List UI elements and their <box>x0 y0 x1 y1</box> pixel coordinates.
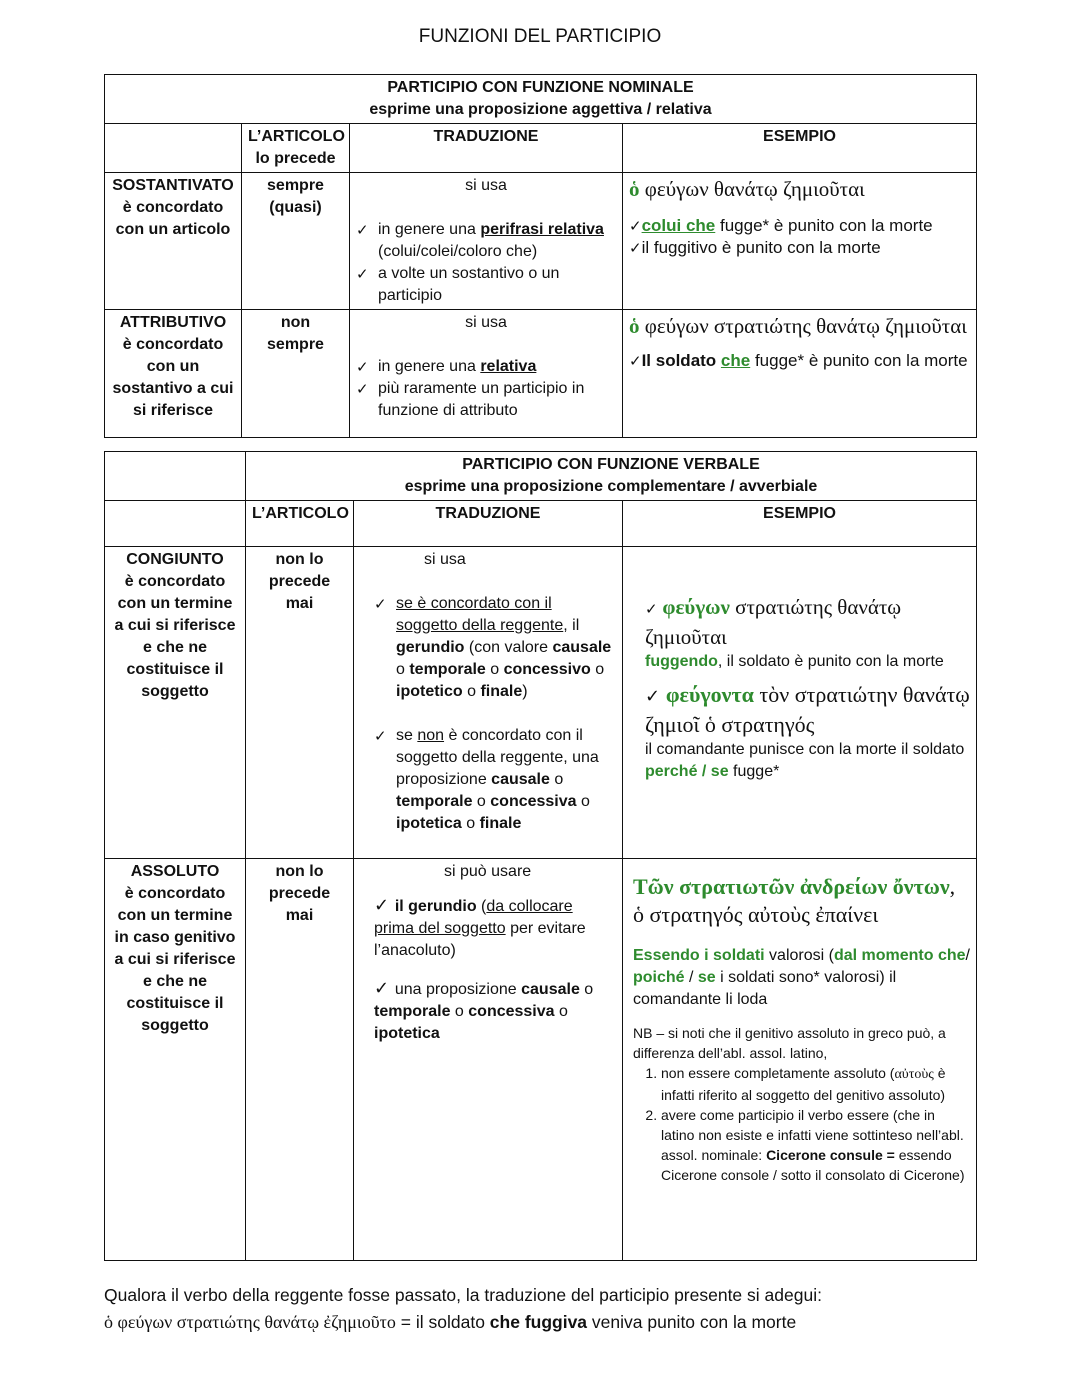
text: / <box>965 947 970 964</box>
greek-participle: φεύγων <box>662 595 730 619</box>
text: in genere una <box>378 221 481 238</box>
label-line: con un articolo <box>115 221 231 238</box>
col-esempio: ESEMPIO <box>623 124 977 173</box>
table-row <box>105 547 977 859</box>
greek-text: φεύγων θανάτῳ ζημιοῦται <box>639 177 865 201</box>
check-icon: ✓ <box>374 727 387 745</box>
subheading-text: esprime una proposizione complementare / avverbiale <box>404 478 818 495</box>
label-line: in caso genitivo <box>114 929 236 946</box>
text: o <box>472 793 491 810</box>
row-label-congiunto <box>105 547 246 859</box>
articolo-value: non lo <box>275 551 324 568</box>
label-line: è concordato <box>122 336 224 353</box>
text-emphasis: concessiva <box>468 1003 555 1020</box>
text-emphasis: che fuggiva <box>489 1312 588 1332</box>
label-line: è concordato <box>124 573 226 590</box>
esempio-cell <box>623 859 977 1261</box>
label-line: ASSOLUTO <box>130 863 220 880</box>
text: da collocare prima del soggetto <box>374 898 573 937</box>
text: o <box>554 1003 568 1020</box>
text-emphasis: temporale <box>409 661 486 678</box>
text-emphasis: temporale <box>396 793 473 810</box>
greek-text: τὸν στρατιώτην θανάτῳ ζημιοῖ ὁ στρατηγός <box>645 682 970 737</box>
table-row <box>105 173 977 310</box>
articolo-value: sempre <box>267 336 324 353</box>
text: (con valore <box>464 639 553 656</box>
text: essendo Cicerone console / sotto il consolato di Cicerone) <box>661 1147 965 1183</box>
text: ) <box>522 683 528 700</box>
articolo-cell <box>246 547 354 859</box>
check-icon: ✓ <box>645 600 663 618</box>
table-row <box>105 310 977 438</box>
example-line <box>629 215 970 237</box>
text-emphasis: colui che <box>641 216 716 235</box>
check-icon: ✓ <box>629 239 642 257</box>
label-line: soggetto <box>141 683 209 700</box>
text: , il soldato è punito con la morte <box>717 653 944 670</box>
label-line: con un <box>146 358 200 375</box>
check-icon: ✓ <box>374 895 395 916</box>
heading-text: PARTICIPIO CON FUNZIONE NOMINALE <box>387 79 694 96</box>
esempio-cell <box>623 173 977 310</box>
text: in genere una <box>378 358 481 375</box>
subheading-text: esprime una proposizione aggettiva / relativa <box>369 101 712 118</box>
text: o <box>450 1003 469 1020</box>
text: se è concordato con il soggetto della reggente <box>396 595 564 634</box>
uso-label: si usa <box>465 177 507 194</box>
label-line: costituisce il <box>126 995 224 1012</box>
traduzione-cell <box>350 173 623 310</box>
articolo-value: (quasi) <box>269 199 322 216</box>
uso-label: si usa <box>465 314 507 331</box>
uso-label: si può usare <box>444 863 532 880</box>
text-emphasis: gerundio <box>396 639 465 656</box>
list-item <box>356 219 616 263</box>
check-icon: ✓ <box>356 221 369 239</box>
text: o <box>576 793 590 810</box>
text: i soldati sono* valorosi) il comandante li loda <box>633 969 897 1008</box>
text: o <box>590 661 605 678</box>
label-line: CONGIUNTO <box>126 551 224 568</box>
greek-text: ὁ φεύγων στρατιώτης θανάτῳ ἐζημιοῦτο <box>104 1312 396 1332</box>
greek-text: στρατιώτης θανάτῳ ζημιοῦται <box>645 595 902 649</box>
verbal-function-table <box>104 451 977 1261</box>
empty-header-cell <box>105 124 242 173</box>
text: a volte un sostantivo o un participio <box>378 265 560 304</box>
text-emphasis: fuggendo <box>645 653 718 670</box>
text-emphasis: Cicerone consule = <box>766 1147 895 1163</box>
label-line: ATTRIBUTIVO <box>119 314 227 331</box>
text: avere come participio il verbo essere (che in latino non esiste e infatti viene sottinteso nell’abl. assol. nominale: <box>661 1107 964 1163</box>
footer-line: Qualora il verbo della reggente fosse passato, la traduzione del participio presente si adegui: <box>104 1285 822 1305</box>
text: non <box>417 727 445 744</box>
label-line: si riferisce <box>132 402 214 419</box>
check-icon: ✓ <box>645 686 666 707</box>
label-line: è concordato <box>122 199 224 216</box>
list-item <box>374 895 616 962</box>
text: / <box>684 969 698 986</box>
nb-note <box>633 1023 970 1185</box>
nb-intro: NB – si noti che il genitivo assoluto in greco può, a differenza dell’abl. assol. latino, <box>633 1025 946 1061</box>
col-traduzione: TRADUZIONE <box>350 124 623 173</box>
check-icon: ✓ <box>356 380 369 398</box>
text-emphasis: Essendo i soldati <box>633 947 765 964</box>
articolo-value: mai <box>285 907 314 924</box>
text-emphasis: ipotetica <box>374 1025 440 1042</box>
text: una proposizione <box>394 981 522 998</box>
articolo-cell <box>242 173 350 310</box>
text-emphasis: temporale <box>374 1003 451 1020</box>
text: o <box>461 815 480 832</box>
example-line <box>629 237 970 259</box>
check-icon: ✓ <box>356 358 369 376</box>
list-item <box>356 356 616 378</box>
footer-note <box>104 1282 976 1336</box>
text-emphasis: causale <box>552 639 612 656</box>
text: è concordato con il soggetto della reggente, una proposizione <box>396 727 599 788</box>
text: fugge* è punito con la morte <box>715 216 933 235</box>
col-esempio: ESEMPIO <box>623 501 977 547</box>
page-title: FUNZIONI DEL PARTICIPIO <box>418 26 662 47</box>
text: fugge* <box>728 763 780 780</box>
articolo-value: precede <box>268 573 331 590</box>
label-line: con un termine <box>117 595 233 612</box>
text: valorosi ( <box>764 947 834 964</box>
label-line: con un termine <box>117 907 233 924</box>
list-item <box>661 1063 970 1105</box>
text-emphasis: causale <box>521 981 580 998</box>
footer-example <box>104 1308 976 1336</box>
esempio-cell <box>623 310 977 438</box>
row-label-sostantivato <box>105 173 242 310</box>
list-item <box>356 378 616 422</box>
greek-text: αὐτοὺς <box>894 1067 934 1082</box>
label-line: soggetto <box>141 1017 209 1034</box>
col-traduzione: TRADUZIONE <box>354 501 623 547</box>
uso-label: si usa <box>424 551 466 568</box>
greek-text: φεύγων στρατιώτης θανάτῳ ζημιοῦται <box>639 314 967 338</box>
label-line: a cui si riferisce <box>114 617 236 634</box>
label-line: a cui si riferisce <box>114 951 236 968</box>
text-emphasis: poiché <box>633 969 685 986</box>
table-row <box>105 859 977 1261</box>
list-item <box>356 263 616 307</box>
list-item <box>374 725 616 835</box>
text: se <box>396 727 418 744</box>
text: più raramente un participio in funzione di attributo <box>378 380 585 419</box>
label-line: e che ne <box>142 973 208 990</box>
traduzione-cell <box>354 547 623 859</box>
text-emphasis: perché / se <box>645 763 729 780</box>
articolo-value: mai <box>285 595 314 612</box>
col-articolo-label2: lo precede <box>255 150 336 167</box>
example-line <box>629 350 970 372</box>
greek-text: , ὁ στρατηγός αὐτοὺς ἐπαίνει <box>633 874 956 927</box>
text: è infatti riferito al soggetto del genitivo assoluto) <box>661 1065 946 1103</box>
text-emphasis: causale <box>491 771 550 788</box>
text: o <box>462 683 481 700</box>
nominal-function-table <box>104 74 977 438</box>
heading-text: PARTICIPIO CON FUNZIONE VERBALE <box>462 456 760 473</box>
text: non essere completamente assoluto ( <box>661 1065 895 1081</box>
greek-participle: φεύγοντα <box>665 682 754 707</box>
row-label-attributivo <box>105 310 242 438</box>
label-line: e che ne <box>142 639 208 656</box>
col-articolo-label: L’ARTICOLO <box>248 128 345 145</box>
traduzione-cell <box>354 859 623 1261</box>
table-heading <box>105 75 977 124</box>
list-item <box>661 1105 970 1185</box>
text-emphasis: concessivo <box>503 661 591 678</box>
check-icon: ✓ <box>356 265 369 283</box>
text: o <box>396 661 410 678</box>
text-emphasis: concessiva <box>490 793 577 810</box>
text-emphasis: che <box>720 351 751 370</box>
col-articolo: L’ARTICOLO <box>246 501 354 547</box>
empty-header-cell <box>105 452 246 501</box>
text-emphasis: relativa <box>480 358 537 375</box>
articolo-value: non lo <box>275 863 324 880</box>
col-articolo <box>242 124 350 173</box>
text-emphasis: il gerundio <box>394 898 477 915</box>
empty-header-cell <box>105 501 246 547</box>
check-icon: ✓ <box>629 217 642 235</box>
text: veniva punito con la morte <box>587 1312 797 1332</box>
text: fugge* è punito con la morte <box>750 351 968 370</box>
text-emphasis: perifrasi relativa <box>480 221 604 238</box>
esempio-cell <box>623 547 977 859</box>
text: ( <box>476 898 487 915</box>
label-line: SOSTANTIVATO <box>112 177 234 194</box>
check-icon: ✓ <box>629 352 642 370</box>
text-emphasis: finale <box>480 683 523 700</box>
articolo-cell <box>246 859 354 1261</box>
text-emphasis: dal momento che <box>833 947 966 964</box>
text-emphasis: finale <box>479 815 522 832</box>
text: , il <box>563 617 580 634</box>
text-emphasis: se <box>697 969 716 986</box>
table-heading <box>246 452 977 501</box>
traduzione-cell <box>350 310 623 438</box>
articolo-value: sempre <box>267 177 324 194</box>
text: Il soldato <box>641 351 721 370</box>
text: = il soldato <box>395 1312 490 1332</box>
text: il fuggitivo è punito con la morte <box>641 238 881 257</box>
text: o <box>549 771 564 788</box>
check-icon: ✓ <box>374 978 395 999</box>
list-item <box>374 593 616 703</box>
greek-article: ὁ <box>629 314 640 338</box>
articolo-cell <box>242 310 350 438</box>
text: o <box>579 981 594 998</box>
text-emphasis: ipotetica <box>396 815 462 832</box>
label-line: costituisce il <box>126 661 224 678</box>
articolo-value: precede <box>268 885 331 902</box>
label-line: sostantivo a cui <box>112 380 234 397</box>
articolo-value: non <box>280 314 311 331</box>
greek-participle: Τῶν στρατιωτῶν ἀνδρείων ὄντων <box>633 874 950 899</box>
text: il comandante punisce con la morte il soldato <box>645 741 965 758</box>
text: per evitare l’anacoluto) <box>374 920 586 959</box>
list-item <box>374 978 616 1045</box>
row-label-assoluto <box>105 859 246 1261</box>
text-emphasis: ipotetico <box>396 683 463 700</box>
text: (colui/colei/coloro che) <box>378 243 538 260</box>
check-icon: ✓ <box>374 595 387 613</box>
label-line: è concordato <box>124 885 226 902</box>
greek-article: ὁ <box>629 177 640 201</box>
text: o <box>485 661 504 678</box>
